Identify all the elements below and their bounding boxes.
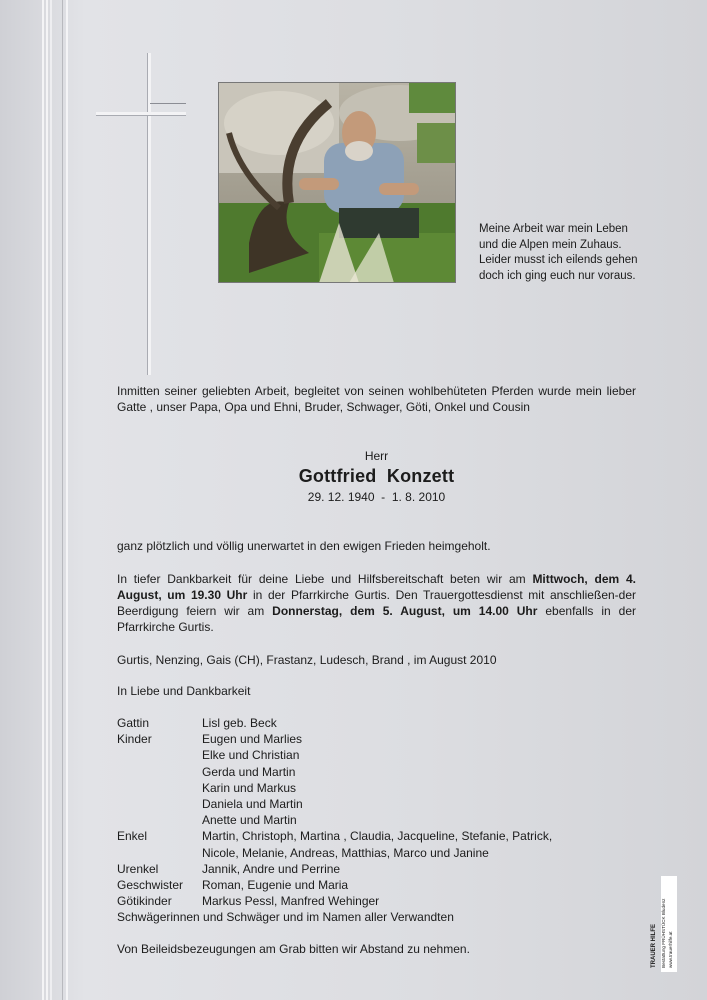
poem-line: Meine Arbeit war mein Leben bbox=[479, 223, 628, 235]
family-row: Enkel Martin, Christoph, Martina , Claudia, Jacqueline, Stefanie, Patrick, bbox=[117, 829, 553, 844]
places-date: Gurtis, Nenzing, Gais (CH), Frastanz, Ludesch, Brand , im August 2010 bbox=[117, 653, 497, 667]
funeral-home-logo bbox=[641, 876, 677, 972]
family-row: Urenkel Jannik, Andre und Perrine bbox=[117, 861, 341, 876]
family-row: Geschwister Roman, Eugenie und Maria bbox=[117, 878, 349, 893]
family-row: Nicole, Melanie, Andreas, Matthias, Marco und Janine bbox=[202, 845, 489, 860]
poem-line: Leider musst ich eilends gehen bbox=[479, 254, 638, 267]
portrait-photo bbox=[218, 82, 456, 283]
family-row: Daniela und Martin bbox=[202, 797, 303, 812]
svg-text:TRAUER HILFE: TRAUER HILFE bbox=[651, 924, 657, 968]
salutation: Herr bbox=[364, 449, 389, 463]
family-row: Elke und Christian bbox=[202, 748, 300, 763]
family-row: Kinder Eugen und Marlies bbox=[117, 732, 303, 747]
family-row: Karin und Markus bbox=[202, 780, 297, 795]
svg-text:www.trauerhilfe.at: www.trauerhilfe.at bbox=[668, 931, 673, 968]
family-row: Götikinder Markus Pessl, Manfred Wehinger bbox=[117, 894, 380, 909]
poem bbox=[479, 222, 638, 284]
closing-phrase: In Liebe und Dankbarkeit bbox=[117, 684, 251, 698]
svg-text:Bestattung FRÜHSTÜCK Bludenz: Bestattung FRÜHSTÜCK Bludenz bbox=[661, 898, 666, 968]
family-row: Anette und Martin bbox=[202, 813, 297, 828]
condolence-note: Von Beileidsbezeugungen am Grab bitten wir Abstand zu nehmen. bbox=[117, 942, 470, 956]
service-text: In tiefer Dankbarkeit für deine Liebe und Hilfsbereitschaft beten wir am Mittwoch, dem 4. August, um 19.30 Uhr in der Pfarrkirche Gurtis. Den Trauergottesdienst mit anschließen-der Beerdigung feiern wir am Donnerstag, dem 5. August, um 14.00 Uhr ebenfalls in der Pfarrkirche Gurtis. bbox=[117, 572, 637, 634]
poem-line: und die Alpen mein Zuhaus. bbox=[479, 238, 622, 251]
intro-text: Inmitten seiner geliebten Arbeit, begleitet von seinen wohlbehüteten Pferden wurde mein lieber Gatte , unser Papa, Opa und Ehni, Bruder, Schwager, Göti, Onkel und Cousin bbox=[117, 384, 636, 414]
passing-text: ganz plötzlich und völlig unerwartet in den ewigen Frieden heimgeholt. bbox=[117, 539, 491, 553]
family-list bbox=[117, 715, 552, 926]
deceased-name: Gottfried Konzett bbox=[298, 466, 455, 486]
family-row: Gerda und Martin bbox=[202, 764, 296, 779]
family-row: Gattin Lisl geb. Beck bbox=[117, 716, 277, 730]
life-dates: 29. 12. 1940 - 1. 8. 2010 bbox=[307, 490, 446, 504]
decorative-vertical-lines bbox=[40, 0, 70, 1000]
family-footer: Schwägerinnen und Schwäger und im Namen aller Verwandten bbox=[117, 910, 454, 925]
poem-line: doch ich ging euch nur voraus. bbox=[479, 269, 636, 282]
